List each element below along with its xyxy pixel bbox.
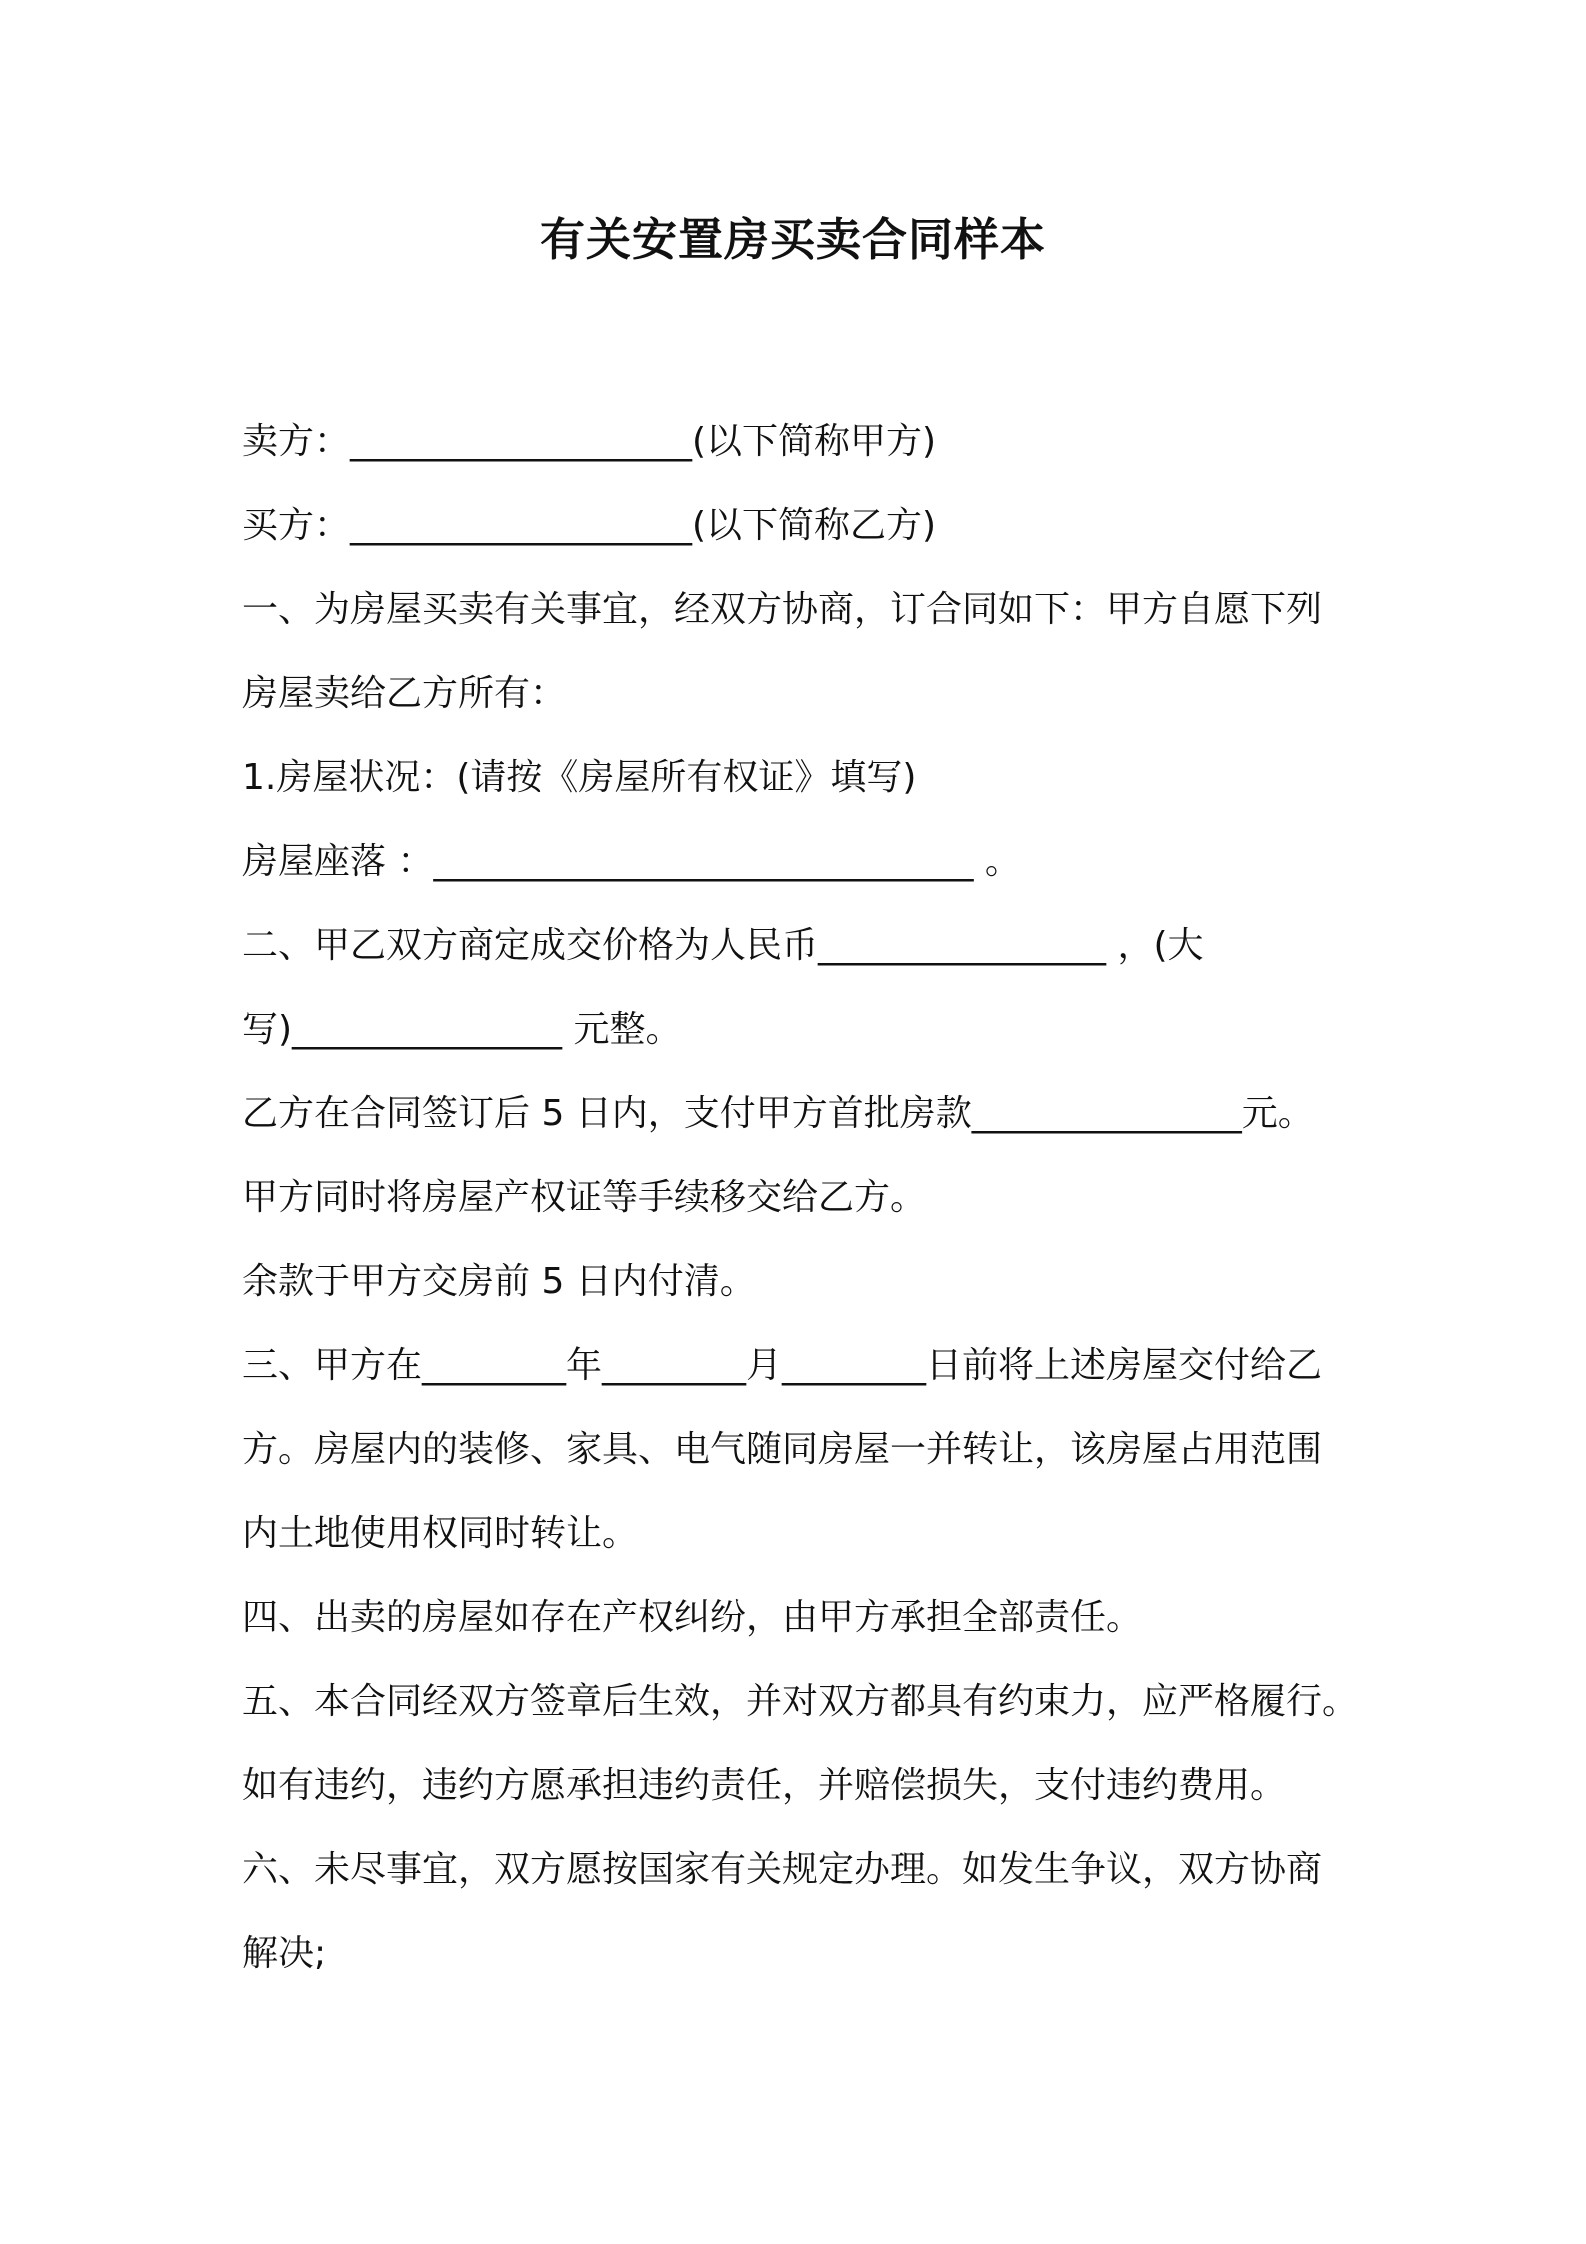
clause-2-price-words: 写)_______________ 元整。 (242, 1009, 682, 1050)
certificate-transfer-line: 甲方同时将房屋产权证等手续移交给乙方。 (242, 1177, 927, 1218)
clause-3-land-rights: 内土地使用权同时转让。 (242, 1513, 639, 1554)
clause-1-continuation: 房屋卖给乙方所有： (242, 673, 567, 714)
document-title: 有关安置房买卖合同样本 (539, 213, 1046, 266)
buyer-line: 买方：___________________(以下简称乙方) (242, 505, 937, 546)
clause-1-intro: 一、为房屋买卖有关事宜，经双方协商，订合同如下：甲方自愿下列 (242, 589, 1323, 630)
clause-6-resolution: 解决; (242, 1933, 327, 1974)
house-status-line: 1.房屋状况：(请按《房屋所有权证》填写) (242, 757, 917, 798)
contract-body (242, 400, 1362, 1996)
clause-4-disputes: 四、出卖的房屋如存在产权纠纷，由甲方承担全部责任。 (242, 1597, 1143, 1638)
first-payment-line: 乙方在合同签订后 5 日内，支付甲方首批房款_______________元。 (242, 1093, 1314, 1134)
seller-line: 卖方：___________________(以下简称甲方) (242, 421, 937, 462)
clause-5-effectiveness: 五、本合同经双方签章后生效，并对双方都具有约束力，应严格履行。 (242, 1681, 1359, 1722)
house-location-line: 房屋座落 ：______________________________ 。 (242, 841, 1021, 882)
clause-3-transfer: 方。房屋内的装修、家具、电气随同房屋一并转让，该房屋占用范围 (242, 1429, 1323, 1470)
clause-6-other-matters: 六、未尽事宜，双方愿按国家有关规定办理。如发生争议，双方协商 (242, 1849, 1323, 1890)
clause-5-breach: 如有违约，违约方愿承担违约责任，并赔偿损失，支付违约费用。 (242, 1765, 1287, 1806)
clause-3-delivery: 三、甲方在________年________月________日前将上述房屋交付给乙 (242, 1345, 1323, 1386)
clause-2-price: 二、甲乙双方商定成交价格为人民币________________ ，(大 (242, 925, 1204, 966)
balance-payment-line: 余款于甲方交房前 5 日内付清。 (242, 1261, 756, 1302)
